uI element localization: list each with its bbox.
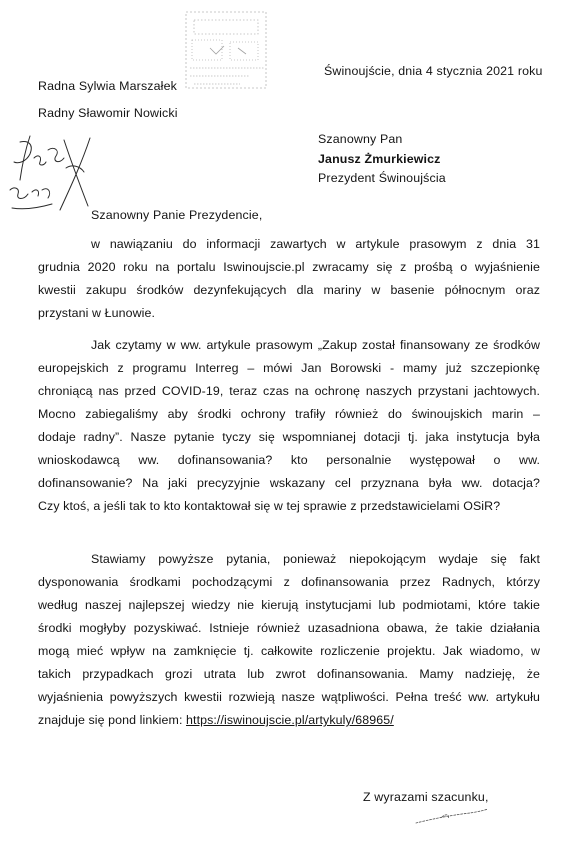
paragraph-line: środki mogłyby pozyskiwać. Istnieje również uzasadniona obawa, że takie działania	[38, 621, 540, 635]
sender-1: Radna Sylwia Marszałek	[38, 79, 177, 93]
handwritten-signature-bottom	[412, 805, 492, 827]
paragraph-line: grudnia 2020 roku na portalu Iswinoujscie.pl zwracamy się z prośbą o wyjaśnienie	[38, 260, 540, 274]
received-stamp	[180, 8, 272, 92]
paragraph-line: takich przypadkach grozi utrata lub zwrot dofinansowania. Mamy nadzieję, że	[38, 667, 540, 681]
sender-2: Radny Sławomir Nowicki	[38, 106, 178, 120]
paragraph-line: Jak czytamy w ww. artykule prasowym „Zakup został finansowany ze środków	[91, 338, 540, 352]
paragraph-line: wyjaśnienia powyższych kwestii rozwieją nasze wątpliwości. Pełna treść ww. artykułu	[38, 690, 540, 704]
paragraph-2	[38, 334, 540, 518]
paragraph-1	[38, 233, 540, 325]
recipient-name: Janusz Żmurkiewicz	[318, 152, 441, 166]
recipient-title: Prezydent Świnoujścia	[318, 171, 446, 185]
paragraph-line: kwestii zakupu środków dezynfekujących dla mariny w basenie północnym oraz	[38, 283, 540, 297]
paragraph-line: Czy ktoś, a jeśli tak to kto kontaktował się w tej sprawie z przedstawicielami OSiR?	[38, 499, 501, 513]
handwritten-signature-left	[4, 128, 104, 222]
paragraph-line: europejskich z programu Interreg – mówi Jan Borowski - mamy już szczepionkę	[38, 361, 540, 375]
link-line	[38, 709, 540, 732]
paragraph-3	[38, 548, 540, 732]
paragraph-line: chroniącą nas przed COVID-19, teraz czas na ochronę naszych przystani jachtowych.	[38, 384, 540, 398]
paragraph-line: w nawiązaniu do informacji zawartych w artykule prasowym z dnia 31	[91, 237, 540, 251]
article-link[interactable]: https://iswinoujscie.pl/artykuly/68965/	[186, 713, 394, 727]
paragraph-line: Stawiamy powyższe pytania, ponieważ niepokojącym wydaje się fakt	[91, 552, 540, 566]
paragraph-line: dysponowania środkami pochodzącymi z dofinansowania przez Radnych, którzy	[38, 575, 540, 589]
place-and-date: Świnoujście, dnia 4 stycznia 2021 roku	[324, 64, 543, 78]
greeting: Szanowny Panie Prezydencie,	[91, 208, 263, 222]
paragraph-line: dofinansowanie? Na jaki precyzyjnie wskazany cel przyznana była ww. dotacja?	[38, 476, 540, 490]
paragraph-line: przystani w Łunowie.	[38, 306, 156, 320]
paragraph-line: wnioskodawcą ww. dofinansowania? kto personalnie występował o ww.	[38, 453, 540, 467]
closing: Z wyrazami szacunku,	[363, 790, 489, 804]
paragraph-line: mogą mieć wpływ na zamknięcie tj. całkowite rozliczenie projektu. Jak wiadomo, w	[38, 644, 540, 658]
paragraph-line: Mocno zabiegaliśmy aby środki ochrony trafiły również do świnoujskich marin –	[38, 407, 540, 421]
recipient-salutation: Szanowny Pan	[318, 132, 403, 146]
paragraph-line: dodaje radny”. Nasze pytanie tyczy się wspomnianej dotacji tj. jaka instytucja była	[38, 430, 540, 444]
paragraph-line: według naszej najlepszej wiedzy nie kierują instytucjami lub podmiotami, które takie	[38, 598, 540, 612]
link-prefix: znajduje się pond linkiem:	[38, 713, 187, 727]
